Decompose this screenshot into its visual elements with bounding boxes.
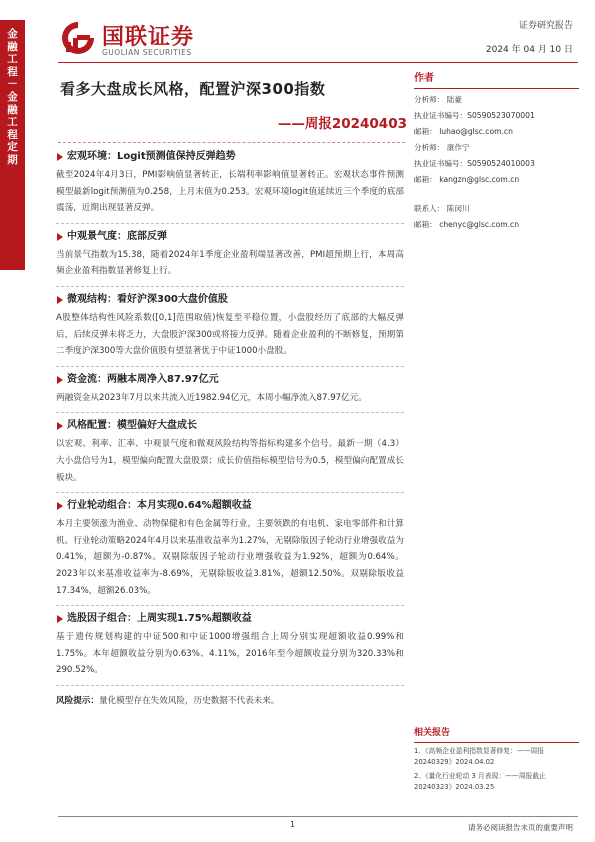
section-text: 基于遗传规划构建的中证500和中证1000增强组合上周分别实现超额收益0.99%和1.75%。本年超额收益分别为0.63%、4.11%，2016年至今超额收益分别为320.33%和290.52%。 bbox=[56, 632, 404, 676]
company-logo-icon bbox=[58, 18, 98, 58]
section-text: 截至2024年4月3日，PMI影响值显著转正，长端利率影响值显著转正。宏观状态事件预测模型最新logit预测值为0.258，上月末值为0.253。宏观环境logit值延续近三个季度的底部震荡，近期出现显著反弹。 bbox=[56, 170, 404, 214]
section-style bbox=[56, 419, 404, 493]
section-heading: 选股因子组合：上周实现1.75%超额收益 bbox=[56, 612, 404, 626]
banner-char: 工 bbox=[7, 53, 18, 66]
banner-char: 融 bbox=[7, 40, 18, 53]
section-divider bbox=[56, 492, 404, 493]
footer-divider bbox=[58, 816, 578, 817]
section-text: 本月主要领涨为渔业、动物保健和有色金属等行业，主要领跌的有电机、家电零部件和计算机。行业轮动策略2024年4月以来基准收益率为1.27%，无剔除版因子轮动行业增强收益为0.41%，超额为-0.87%。双剔除版因子轮动行业增强收益为1.92%，超额为0.64%。2023年以来基准收益率为-8.69%，无剔除版收益3.81%，超额12.50%。双剔除版收益17.34%，超额26.03%。 bbox=[56, 519, 404, 596]
related-report-link[interactable]: 2、《量化行业轮动 3 月表现：——周报截止20240323》2024.03.25 bbox=[414, 772, 546, 791]
section-heading: 微观结构：看好沪深300大盘价值股 bbox=[56, 293, 404, 307]
company-logo bbox=[58, 18, 258, 64]
author-line: 分析师： 陆豪 bbox=[414, 95, 462, 104]
report-subtitle: ——周报20240403 bbox=[277, 116, 407, 132]
section-heading: 风格配置：模型偏好大盘成长 bbox=[56, 419, 404, 433]
banner-char: 融 bbox=[7, 103, 18, 116]
report-category-banner bbox=[0, 20, 25, 270]
risk-label: 风险提示： bbox=[56, 695, 99, 706]
section-text: 两融资金从2023年7月以来共流入近1982.94亿元，本周小幅净流入87.97亿元。 bbox=[56, 392, 367, 403]
author-line: 执业证书编号：S0590523070001 bbox=[414, 111, 535, 121]
report-type-label: 证券研究报告 bbox=[518, 21, 573, 31]
report-category-text bbox=[0, 28, 25, 167]
footer-disclaimer: 请务必阅读报告末页的重要声明 bbox=[468, 823, 573, 832]
section-micro bbox=[56, 293, 404, 367]
related-reports bbox=[414, 726, 579, 793]
section-divider bbox=[56, 412, 404, 413]
author-line: 执业证书编号：S0590524010003 bbox=[414, 159, 535, 169]
section-divider bbox=[56, 605, 404, 606]
logo-text-cn: 国联证券 bbox=[102, 25, 195, 50]
header-divider bbox=[58, 62, 578, 63]
banner-char: 金 bbox=[7, 28, 18, 40]
banner-char: 工 bbox=[7, 116, 18, 129]
banner-char: 期 bbox=[7, 153, 18, 166]
banner-char: 程 bbox=[7, 65, 18, 78]
banner-char: 程 bbox=[7, 128, 18, 141]
title-divider bbox=[58, 142, 405, 143]
banner-char: 定 bbox=[7, 141, 18, 154]
logo-text-en: GUOLIAN SECURITIES bbox=[102, 48, 192, 57]
risk-warning bbox=[56, 693, 404, 709]
author-divider bbox=[414, 88, 579, 89]
author-email[interactable]: 邮箱： kangzn@glsc.com.cn bbox=[414, 175, 520, 185]
section-industry-rotation bbox=[56, 499, 404, 606]
section-divider bbox=[56, 286, 404, 287]
banner-char: － bbox=[7, 78, 18, 91]
section-meso bbox=[56, 230, 404, 287]
related-divider bbox=[414, 742, 579, 743]
report-date: 2024 年 04 月 10 日 bbox=[485, 45, 573, 55]
section-fund-flow bbox=[56, 373, 404, 414]
author-heading: 作者 bbox=[414, 73, 434, 84]
related-heading: 相关报告 bbox=[414, 728, 451, 738]
contact-line: 联系人： 陈闵川 bbox=[414, 203, 470, 213]
author-panel bbox=[414, 72, 579, 233]
page-number: 1 bbox=[290, 820, 296, 829]
section-heading: 中观景气度：底部反弹 bbox=[56, 230, 404, 244]
section-macro bbox=[56, 150, 404, 224]
report-body bbox=[56, 144, 404, 709]
section-text: 当前景气指数为15.38，随着2024年1季度企业盈利端显著改善，PMI超预期上行，本周高频企业盈利指数显著修复上行。 bbox=[56, 249, 404, 277]
banner-char: 金 bbox=[7, 90, 18, 103]
section-divider bbox=[56, 685, 404, 686]
report-title: 看多大盘成长风格，配置沪深300指数 bbox=[60, 80, 326, 98]
section-heading: 行业轮动组合：本月实现0.64%超额收益 bbox=[56, 499, 404, 513]
section-divider bbox=[56, 366, 404, 367]
section-text: 以宏观、利率、汇率、中观景气度和微观风险结构等指标构建多个信号。最新一期（4.3）大小盘信号为1，模型偏向配置大盘股票；成长价值指标模型信号为0.5，模型偏向配置成长板块。 bbox=[56, 439, 404, 483]
section-heading: 宏观环境：Logit预测值保持反弹趋势 bbox=[56, 150, 404, 164]
risk-text: 量化模型存在失效风险，历史数据不代表未来。 bbox=[98, 695, 280, 706]
section-text: A股整体结构性风险系数([0,1]范围取值)恢复至平稳位置，小盘股经历了底部的大幅反弹后，后续反弹未将乏力，大盘股沪深300或将接力反弹。随着企业盈利的不断修复，预期第二季度沪深300等大盘价值股有望显著优于中证1000小盘股。 bbox=[56, 312, 404, 357]
section-divider bbox=[56, 223, 404, 224]
section-heading: 资金流：两融本周净入87.97亿元 bbox=[56, 373, 404, 387]
contact-email[interactable]: 邮箱： chenyc@glsc.com.cn bbox=[414, 219, 520, 229]
author-line: 分析师： 康作宁 bbox=[414, 143, 470, 153]
section-stock-factor bbox=[56, 612, 404, 686]
related-report-link[interactable]: 1、《高频企业盈利指数显著修复：——周报20240329》2024.04.02 bbox=[414, 747, 545, 766]
author-email[interactable]: 邮箱： luhao@glsc.com.cn bbox=[414, 127, 513, 137]
